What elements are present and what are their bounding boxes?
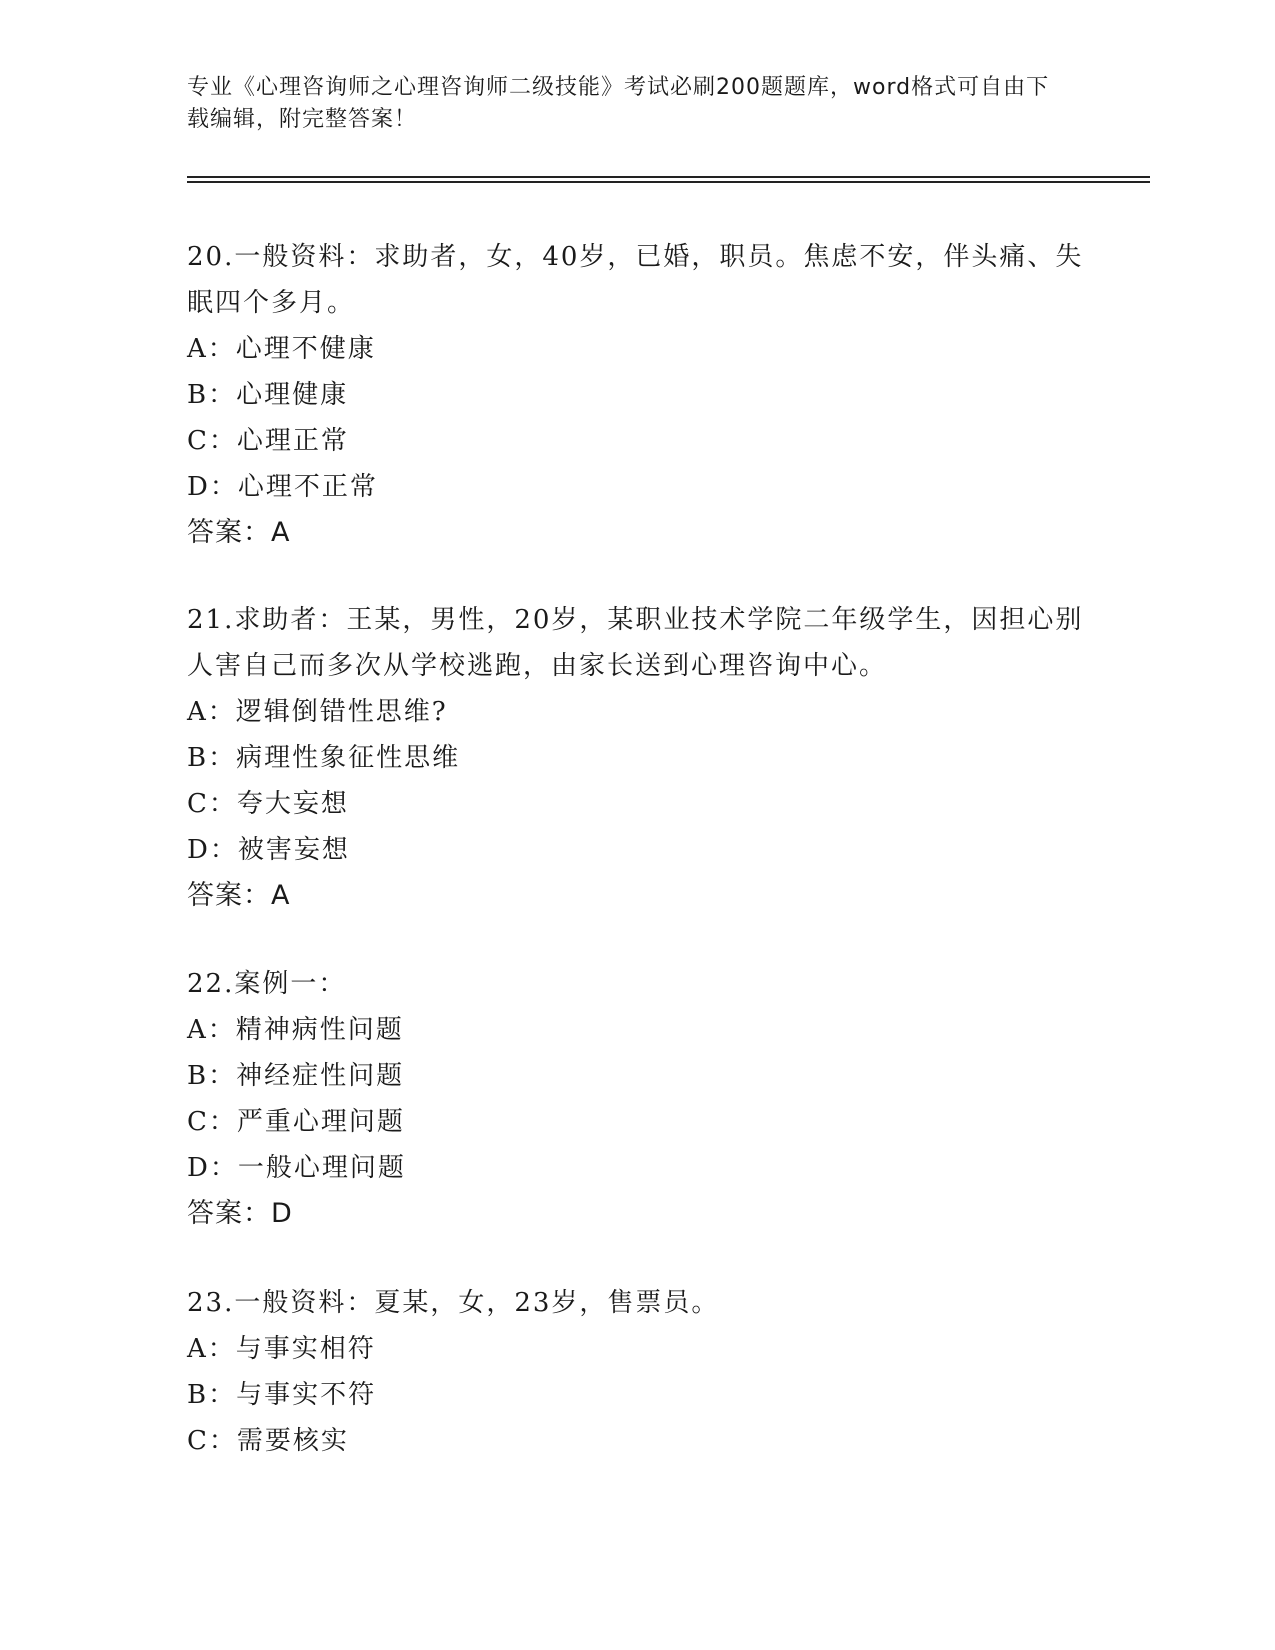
question-22 bbox=[187, 961, 1087, 1237]
option-d: D：被害妄想 bbox=[187, 835, 350, 865]
question-stem: 21.求助者：王某，男性，20岁，某职业技术学院二年级学生，因担心别人害自己而多次从学校逃跑，由家长送到心理咨询中心。 bbox=[187, 605, 1084, 681]
option-c: C：需要核实 bbox=[187, 1426, 349, 1456]
question-20 bbox=[187, 234, 1087, 556]
question-23 bbox=[187, 1280, 1087, 1464]
answer-line: 答案：D bbox=[187, 1198, 293, 1229]
option-d: D：心理不正常 bbox=[187, 472, 378, 502]
option-a: A：逻辑倒错性思维? bbox=[187, 697, 448, 727]
option-c: C：夸大妄想 bbox=[187, 789, 349, 819]
option-a: A：与事实相符 bbox=[187, 1334, 376, 1364]
header-divider-top bbox=[187, 176, 1150, 178]
document-header: 专业《心理咨询师之心理咨询师二级技能》考试必刷200题题库，word格式可自由下载编辑，附完整答案！ bbox=[187, 75, 1050, 132]
option-b: B：病理性象征性思维 bbox=[187, 743, 461, 773]
option-a: A：心理不健康 bbox=[187, 334, 376, 364]
question-stem: 22.案例一： bbox=[187, 969, 347, 999]
option-b: B：与事实不符 bbox=[187, 1380, 377, 1410]
answer-line: 答案：A bbox=[187, 517, 291, 548]
option-c: C：严重心理问题 bbox=[187, 1107, 405, 1137]
question-stem: 23.一般资料：夏某，女，23岁，售票员。 bbox=[187, 1288, 720, 1318]
option-d: D：一般心理问题 bbox=[187, 1153, 406, 1183]
option-a: A：精神病性问题 bbox=[187, 1015, 404, 1045]
header-divider-bottom bbox=[187, 181, 1150, 183]
question-21 bbox=[187, 597, 1087, 919]
question-stem: 20.一般资料：求助者，女，40岁，已婚，职员。焦虑不安，伴头痛、失眠四个多月。 bbox=[187, 242, 1084, 318]
option-c: C：心理正常 bbox=[187, 426, 349, 456]
option-b: B：神经症性问题 bbox=[187, 1061, 405, 1091]
option-b: B：心理健康 bbox=[187, 380, 349, 410]
answer-line: 答案：A bbox=[187, 880, 291, 911]
